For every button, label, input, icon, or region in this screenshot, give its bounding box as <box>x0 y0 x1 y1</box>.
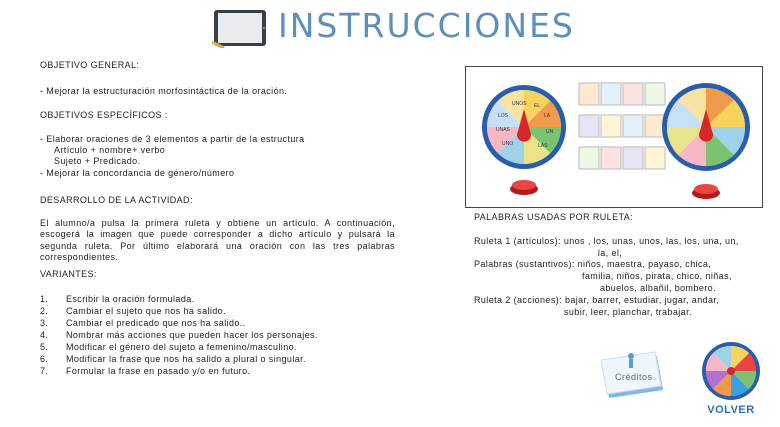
variante-text: Cambiar el predicado que nos ha salido.. <box>66 318 246 328</box>
variante-num: 7. <box>40 366 49 376</box>
wheel-label: LA <box>544 113 551 119</box>
especifico-1-line3: Sujeto + Predicado. <box>54 156 141 166</box>
wheel-label: UNAS <box>496 127 510 133</box>
palabras-line3: abuelos, albañil, bombero. <box>600 283 716 293</box>
especifico-1-line2: Artículo + nombre+ verbo <box>54 145 166 155</box>
ruleta2-line2: subir, leer, planchar, trabajar. <box>564 307 692 317</box>
variante-num: 2. <box>40 306 49 316</box>
variante-text: Nombrar más acciones que pueden hacer los personajes. <box>66 330 318 340</box>
wheel-label: LOS <box>498 113 509 119</box>
variante-text: Cambiar el sujeto que nos ha salido. <box>66 306 226 316</box>
desarrollo-heading: DESARROLLO DE LA ACTIVIDAD: <box>40 195 193 205</box>
page-title: INSTRUCCIONES <box>278 6 575 45</box>
picture-cards <box>579 83 665 169</box>
ruleta1-line2: la, el, <box>597 248 623 258</box>
palabras-line2: familia, niños, pirata, chico, niñas, <box>582 271 732 281</box>
wheel-label: LAS <box>538 143 548 149</box>
wheel-label: UN <box>546 129 554 135</box>
wheel-label: UNOS <box>512 101 527 107</box>
creditos-label: Créditos <box>615 372 653 382</box>
variante-text: Formular la frase en pasado y/o en futuro. <box>66 366 251 376</box>
variante-num: 4. <box>40 330 49 340</box>
variante-num: 1. <box>40 294 49 304</box>
especifico-1-line1: - Elaborar oraciones de 3 elementos a partir de la estructura <box>40 134 305 144</box>
ruleta1-line1: Ruleta 1 (artículos): unos , los, unas, unos, las, los, una, un, <box>474 236 739 246</box>
desarrollo-text: El alumno/a pulsa la primera ruleta y obtiene un artículo. A continuación, escogerá la imagen que puede corresponder a dicho artículo y pulsará la segunda ruleta. Por último elaborará una oración con las tres palabras correspondientes. <box>40 218 395 263</box>
objetivo-general-item: - Mejorar la estructuración morfosintáctica de la oración. <box>40 86 288 96</box>
wheel-label: EL <box>534 103 541 109</box>
variante-text: Escribir la oración formulada. <box>66 294 195 304</box>
variante-text: Modificar el género del sujeto a femenino/masculino. <box>66 342 297 352</box>
objetivos-especificos-heading: OBJETIVOS ESPECÍFICOS : <box>40 110 168 120</box>
creditos-button[interactable] <box>599 350 667 400</box>
wheel-label: UNO <box>502 141 514 147</box>
objetivo-general-heading: OBJETIVO GENERAL: <box>40 60 140 70</box>
especifico-2: - Mejorar la concordancia de género/número <box>40 168 235 178</box>
variante-text: Modificar la frase que nos ha salido a plural o singular. <box>66 354 306 364</box>
palabras-heading: PALABRAS USADAS POR RULETA: <box>474 212 634 222</box>
game-preview-graphic <box>466 67 762 207</box>
variante-num: 3. <box>40 318 49 328</box>
article-wheel <box>482 85 566 195</box>
roulette-icon <box>700 340 762 406</box>
variante-num: 6. <box>40 354 49 364</box>
variantes-heading: VARIANTES: <box>40 269 97 279</box>
variante-num: 5. <box>40 342 49 352</box>
game-preview <box>465 66 763 208</box>
palabras-line1: Palabras (sustantivos): niños, maestra, payaso, chica, <box>474 259 712 269</box>
volver-label[interactable]: VOLVER <box>707 404 755 416</box>
tablet-icon <box>212 8 268 48</box>
action-wheel <box>662 83 750 199</box>
ruleta2-line1: Ruleta 2 (acciones): bajar, barrer, estudiar, jugar, andar, <box>474 295 720 305</box>
